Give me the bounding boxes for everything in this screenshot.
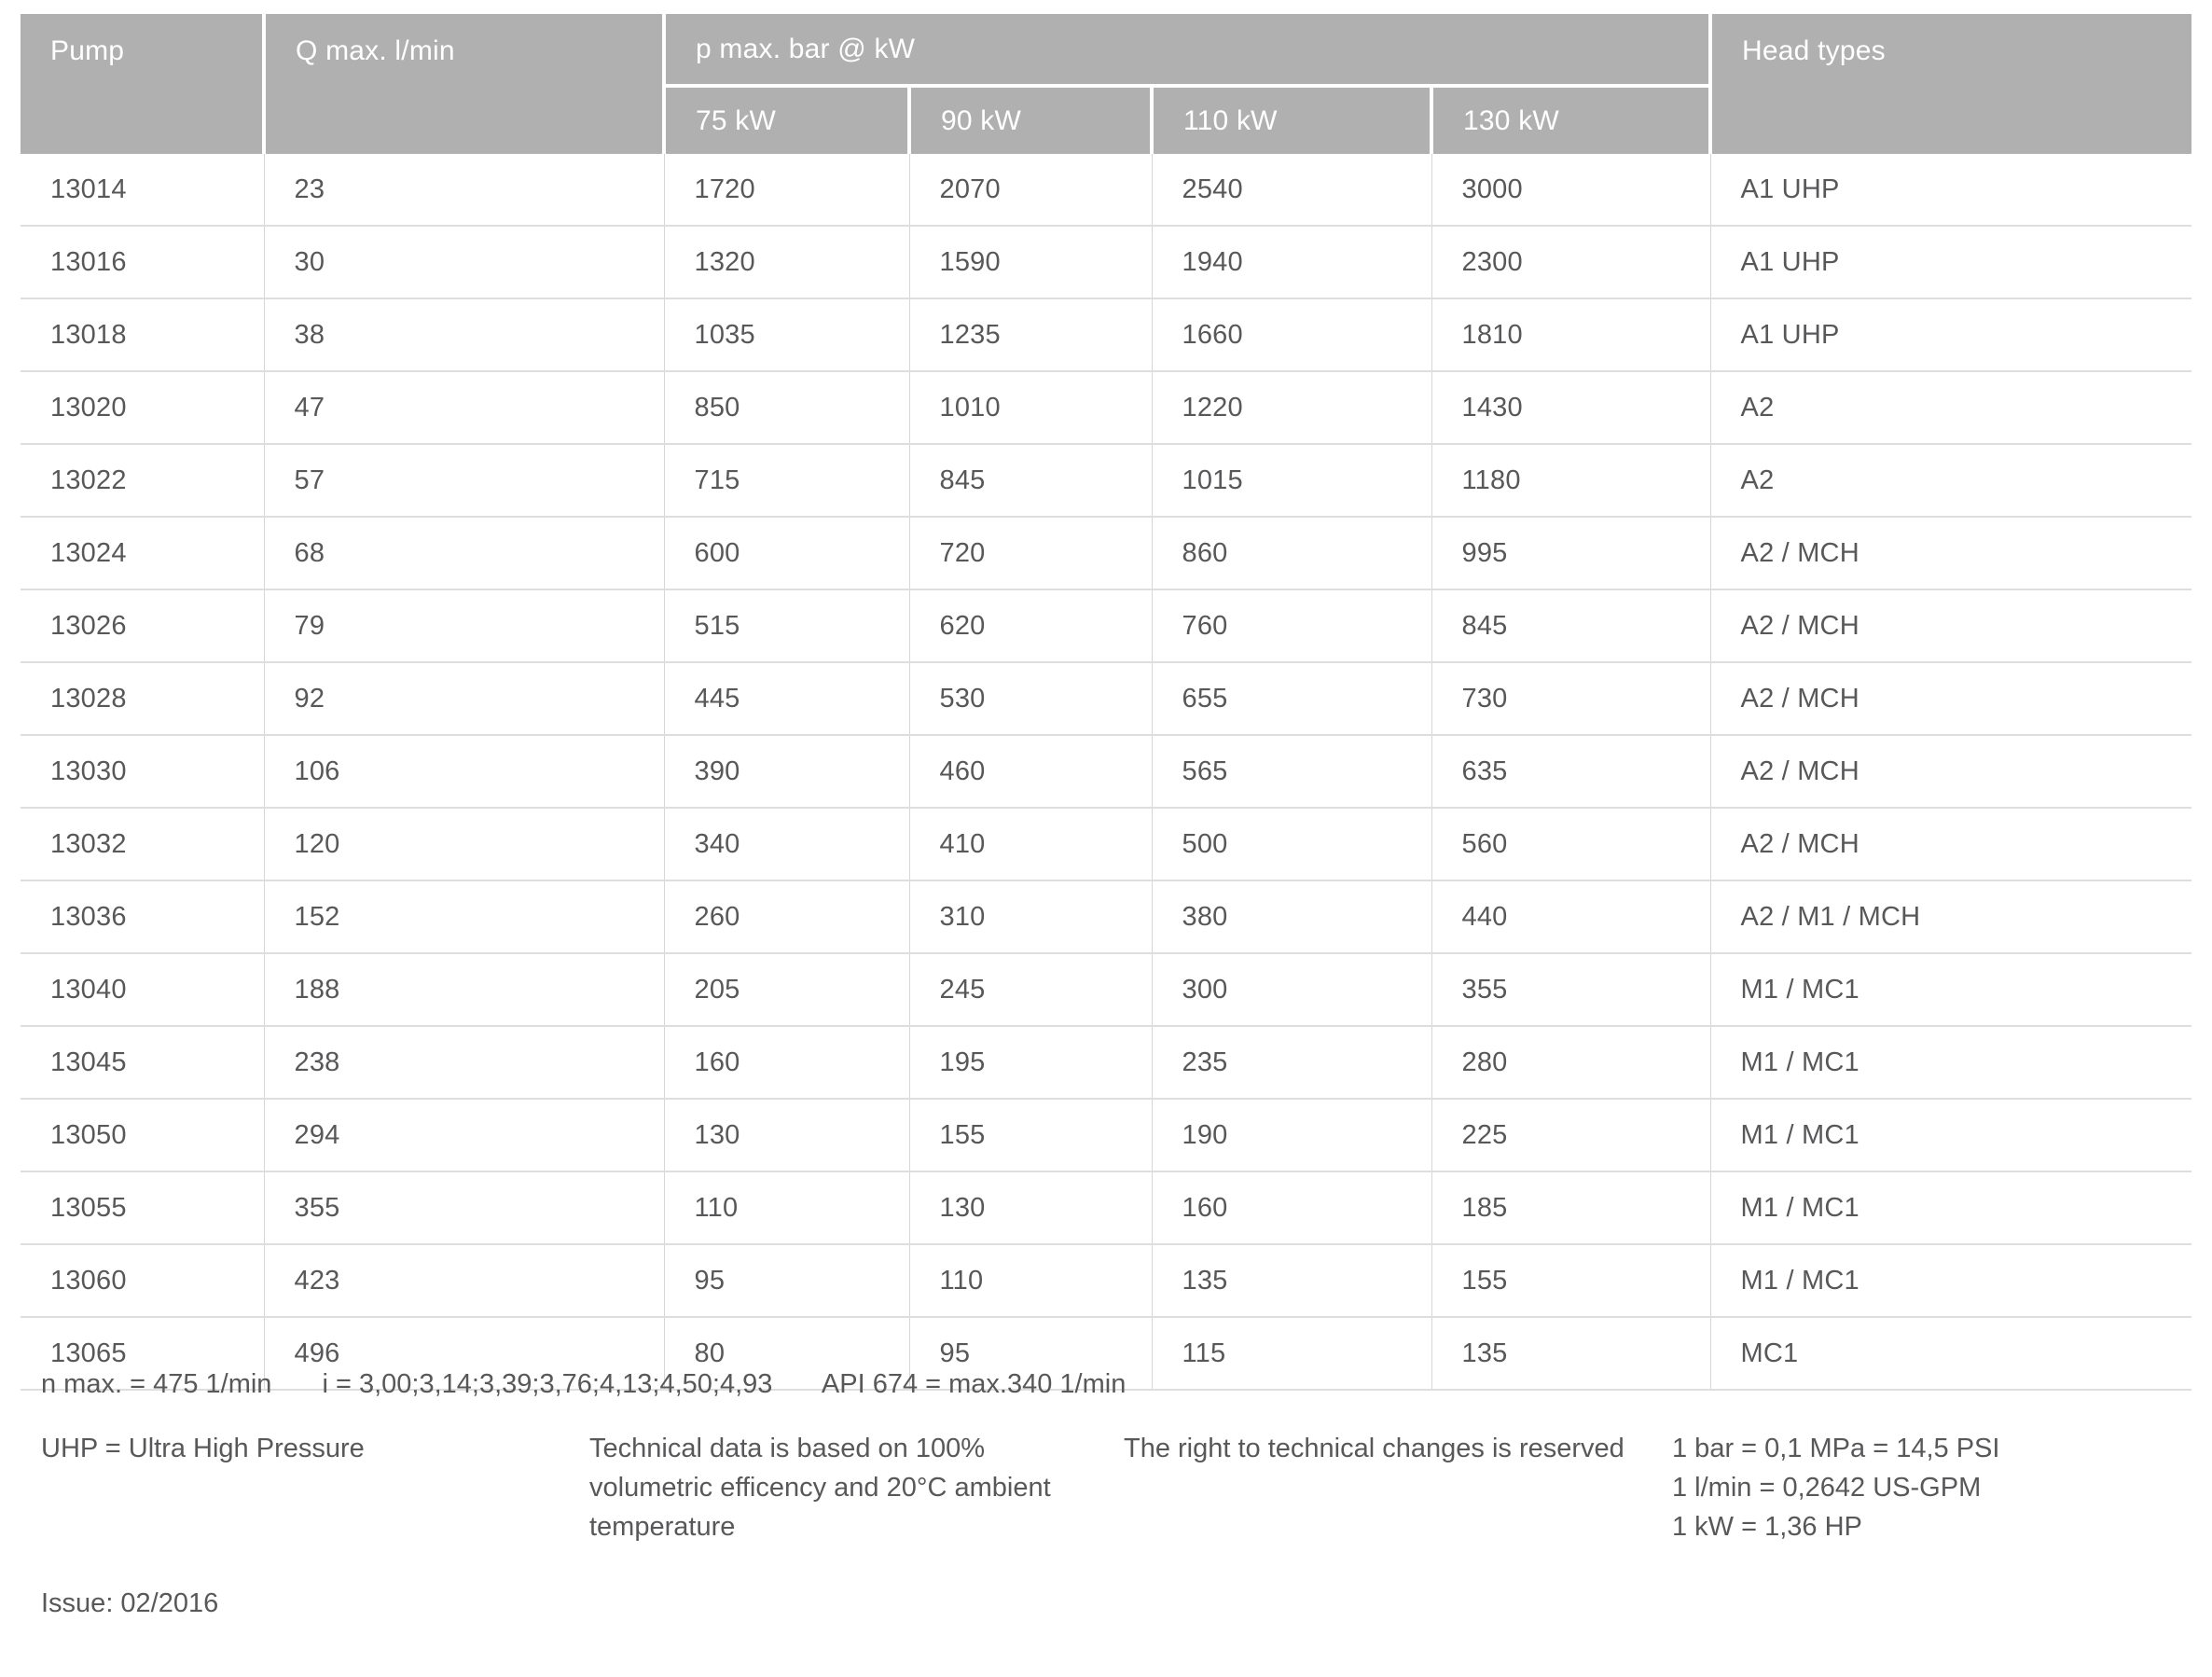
cell-p-90kw: 110 [909,1244,1152,1317]
cell-p-90kw: 620 [909,589,1152,662]
cell-pump: 13055 [21,1171,264,1244]
technical-note-line: temperature [589,1512,736,1542]
table-row [21,1026,2191,1099]
cell-p-75kw: 1035 [664,298,909,371]
table-row [21,444,2191,517]
cell-p-75kw: 445 [664,662,909,735]
cell-qmax: 47 [264,371,664,444]
conversion-lmin: 1 l/min = 0,2642 US-GPM [1672,1473,1982,1503]
table-row [21,589,2191,662]
cell-head-types: MC1 [1710,1317,2191,1390]
cell-p-130kw: 135 [1431,1317,1710,1390]
cell-qmax: 238 [264,1026,664,1099]
cell-p-75kw: 390 [664,735,909,808]
cell-p-90kw: 530 [909,662,1152,735]
cell-qmax: 355 [264,1171,664,1244]
cell-head-types: A2 [1710,371,2191,444]
footnote-n-max: n max. = 475 1/min [41,1369,272,1399]
table-row [21,226,2191,298]
cell-p-90kw: 720 [909,517,1152,589]
cell-p-75kw: 160 [664,1026,909,1099]
cell-qmax: 38 [264,298,664,371]
cell-head-types: A1 UHP [1710,298,2191,371]
cell-p-90kw: 410 [909,808,1152,880]
footnote-api: API 674 = max.340 1/min [821,1369,1127,1399]
cell-p-130kw: 1180 [1431,444,1710,517]
table-row [21,735,2191,808]
table-row [21,1244,2191,1317]
cell-head-types: A2 / MCH [1710,808,2191,880]
cell-p-75kw: 205 [664,953,909,1026]
cell-p-90kw: 310 [909,880,1152,953]
conversion-bar: 1 bar = 0,1 MPa = 14,5 PSI [1672,1434,2000,1463]
table-row [21,662,2191,735]
rights-note: The right to technical changes is reserved [1124,1434,1624,1463]
cell-pump: 13018 [21,298,264,371]
cell-head-types: A2 / MCH [1710,662,2191,735]
cell-p-75kw: 715 [664,444,909,517]
cell-pump: 13020 [21,371,264,444]
cell-p-110kw: 115 [1152,1317,1431,1390]
cell-p-130kw: 635 [1431,735,1710,808]
cell-p-130kw: 355 [1431,953,1710,1026]
col-header-qmax: Q max. l/min [264,14,664,154]
cell-p-110kw: 380 [1152,880,1431,953]
cell-pump: 13022 [21,444,264,517]
cell-head-types: A1 UHP [1710,226,2191,298]
cell-pump: 13036 [21,880,264,953]
table-row [21,1099,2191,1171]
col-header-head-types: Head types [1710,14,2191,154]
cell-p-110kw: 160 [1152,1171,1431,1244]
cell-p-110kw: 190 [1152,1099,1431,1171]
cell-p-130kw: 1430 [1431,371,1710,444]
cell-p-110kw: 1660 [1152,298,1431,371]
technical-note-line: volumetric efficency and 20°C ambient [589,1473,1051,1503]
cell-pump: 13045 [21,1026,264,1099]
cell-p-110kw: 1015 [1152,444,1431,517]
col-header-110kw: 110 kW [1152,86,1431,154]
cell-p-130kw: 1810 [1431,298,1710,371]
cell-p-110kw: 1220 [1152,371,1431,444]
cell-head-types: M1 / MC1 [1710,1171,2191,1244]
cell-qmax: 79 [264,589,664,662]
col-header-75kw: 75 kW [664,86,909,154]
cell-p-75kw: 260 [664,880,909,953]
cell-p-90kw: 2070 [909,154,1152,226]
cell-p-75kw: 1320 [664,226,909,298]
cell-pump: 13016 [21,226,264,298]
table-row [21,517,2191,589]
cell-p-110kw: 760 [1152,589,1431,662]
cell-pump: 13050 [21,1099,264,1171]
cell-p-110kw: 860 [1152,517,1431,589]
cell-p-130kw: 2300 [1431,226,1710,298]
cell-pump: 13030 [21,735,264,808]
technical-note [589,1429,1051,1546]
col-header-130kw: 130 kW [1431,86,1710,154]
cell-qmax: 188 [264,953,664,1026]
cell-head-types: A2 / M1 / MCH [1710,880,2191,953]
cell-p-90kw: 460 [909,735,1152,808]
cell-p-75kw: 600 [664,517,909,589]
cell-qmax: 423 [264,1244,664,1317]
table-body [21,154,2191,1390]
cell-p-75kw: 1720 [664,154,909,226]
cell-p-75kw: 80 [664,1317,909,1390]
cell-p-90kw: 1235 [909,298,1152,371]
cell-qmax: 106 [264,735,664,808]
cell-p-130kw: 995 [1431,517,1710,589]
cell-p-90kw: 95 [909,1317,1152,1390]
cell-p-110kw: 2540 [1152,154,1431,226]
table-row [21,880,2191,953]
cell-p-130kw: 185 [1431,1171,1710,1244]
cell-p-130kw: 3000 [1431,154,1710,226]
cell-p-75kw: 130 [664,1099,909,1171]
cell-head-types: M1 / MC1 [1710,953,2191,1026]
cell-p-110kw: 300 [1152,953,1431,1026]
cell-p-130kw: 155 [1431,1244,1710,1317]
cell-p-75kw: 95 [664,1244,909,1317]
cell-p-90kw: 130 [909,1171,1152,1244]
table-row [21,154,2191,226]
cell-p-110kw: 565 [1152,735,1431,808]
table-row [21,371,2191,444]
cell-p-90kw: 245 [909,953,1152,1026]
cell-head-types: M1 / MC1 [1710,1026,2191,1099]
cell-qmax: 57 [264,444,664,517]
cell-p-130kw: 280 [1431,1026,1710,1099]
cell-pump: 13028 [21,662,264,735]
cell-qmax: 294 [264,1099,664,1171]
cell-p-75kw: 515 [664,589,909,662]
cell-qmax: 68 [264,517,664,589]
cell-p-110kw: 500 [1152,808,1431,880]
cell-pump: 13065 [21,1317,264,1390]
footnote-i-ratios: i = 3,00;3,14;3,39;3,76;4,13;4,50;4,93 [322,1369,773,1399]
cell-p-90kw: 155 [909,1099,1152,1171]
cell-qmax: 120 [264,808,664,880]
cell-p-130kw: 845 [1431,589,1710,662]
cell-p-90kw: 195 [909,1026,1152,1099]
col-header-90kw: 90 kW [909,86,1152,154]
cell-qmax: 496 [264,1317,664,1390]
cell-head-types: A2 [1710,444,2191,517]
footnote-line [41,1369,1168,1400]
cell-p-110kw: 655 [1152,662,1431,735]
cell-p-75kw: 110 [664,1171,909,1244]
cell-qmax: 152 [264,880,664,953]
cell-p-110kw: 1940 [1152,226,1431,298]
cell-p-90kw: 845 [909,444,1152,517]
cell-qmax: 23 [264,154,664,226]
cell-qmax: 92 [264,662,664,735]
col-header-pump: Pump [21,14,264,154]
conversion-kw: 1 kW = 1,36 HP [1672,1512,1862,1542]
cell-head-types: M1 / MC1 [1710,1099,2191,1171]
cell-head-types: A2 / MCH [1710,589,2191,662]
uhp-note: UHP = Ultra High Pressure [41,1434,365,1463]
cell-p-110kw: 135 [1152,1244,1431,1317]
cell-p-130kw: 440 [1431,880,1710,953]
cell-p-90kw: 1010 [909,371,1152,444]
table-header [21,14,2191,154]
table-row [21,808,2191,880]
cell-pump: 13024 [21,517,264,589]
cell-pump: 13026 [21,589,264,662]
cell-qmax: 30 [264,226,664,298]
cell-p-130kw: 225 [1431,1099,1710,1171]
cell-head-types: A1 UHP [1710,154,2191,226]
table-row [21,953,2191,1026]
cell-p-75kw: 340 [664,808,909,880]
cell-pump: 13014 [21,154,264,226]
conversion-note [1672,1429,1999,1546]
technical-note-line: Technical data is based on 100% [589,1434,986,1463]
col-header-pmax: p max. bar @ kW [664,14,1710,86]
issue-label: Issue: 02/2016 [41,1588,219,1618]
cell-p-130kw: 560 [1431,808,1710,880]
table-row [21,1171,2191,1244]
cell-head-types: M1 / MC1 [1710,1244,2191,1317]
cell-pump: 13040 [21,953,264,1026]
pump-spec-table [21,14,2191,1391]
cell-pump: 13032 [21,808,264,880]
table-row [21,298,2191,371]
cell-head-types: A2 / MCH [1710,517,2191,589]
cell-head-types: A2 / MCH [1710,735,2191,808]
cell-p-75kw: 850 [664,371,909,444]
cell-p-130kw: 730 [1431,662,1710,735]
cell-pump: 13060 [21,1244,264,1317]
cell-p-90kw: 1590 [909,226,1152,298]
cell-p-110kw: 235 [1152,1026,1431,1099]
